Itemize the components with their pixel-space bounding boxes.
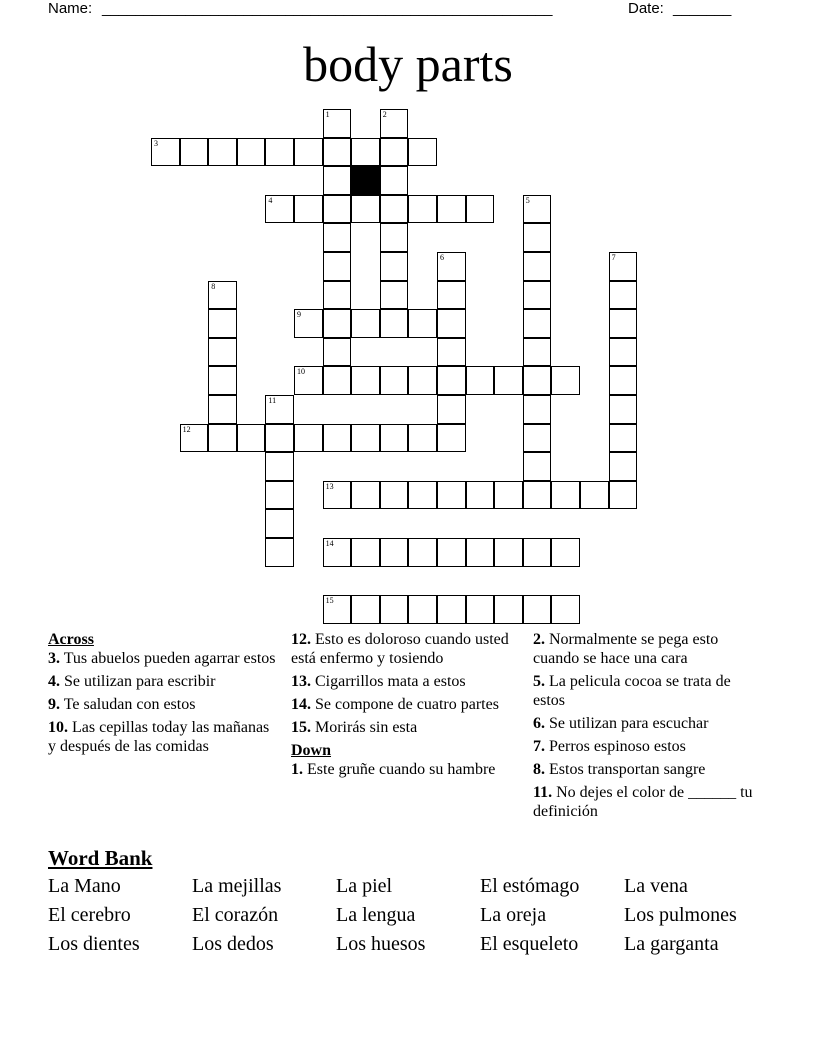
crossword-cell[interactable] bbox=[408, 481, 437, 510]
crossword-cell[interactable] bbox=[523, 481, 552, 510]
crossword-cell[interactable] bbox=[380, 538, 409, 567]
crossword-cell[interactable] bbox=[208, 424, 237, 453]
clue-number: 10. bbox=[48, 719, 68, 736]
clue-number-label: 15 bbox=[325, 596, 334, 606]
crossword-cell[interactable] bbox=[380, 138, 409, 167]
clue-number: 14. bbox=[291, 696, 311, 713]
crossword-cell[interactable] bbox=[437, 281, 466, 310]
clue-text: Normalmente se pega esto cuando se hace una cara bbox=[533, 631, 719, 667]
crossword-cell[interactable] bbox=[408, 424, 437, 453]
crossword-cell[interactable] bbox=[351, 366, 380, 395]
word-bank-item: La Mano bbox=[48, 875, 121, 897]
word-bank-item: El corazón bbox=[192, 904, 279, 926]
down-clue-5 bbox=[533, 672, 763, 710]
crossword-cell[interactable] bbox=[380, 595, 409, 624]
clue-number: 7. bbox=[533, 738, 545, 755]
word-bank-item: El esqueleto bbox=[480, 933, 579, 955]
down-heading: Down bbox=[291, 742, 332, 759]
name-field[interactable]: ______________________________________________________ bbox=[102, 0, 553, 17]
clue-text: Perros espinoso estos bbox=[549, 738, 686, 755]
crossword-cell[interactable] bbox=[294, 424, 323, 453]
crossword-cell[interactable] bbox=[351, 538, 380, 567]
clue-number-label: 11 bbox=[268, 396, 277, 405]
word-bank-item: La mejillas bbox=[192, 875, 282, 897]
page-title: body parts bbox=[303, 36, 513, 92]
word-bank-item: La lengua bbox=[336, 904, 416, 926]
down-clue-8 bbox=[533, 760, 763, 779]
crossword-cell[interactable] bbox=[265, 481, 294, 510]
crossword-cell[interactable] bbox=[323, 424, 352, 453]
crossword-cell[interactable] bbox=[523, 338, 552, 367]
crossword-cell[interactable] bbox=[265, 195, 294, 224]
crossword-cell[interactable] bbox=[380, 223, 409, 252]
crossword-cell[interactable] bbox=[609, 309, 638, 338]
clue-number: 13. bbox=[291, 673, 311, 690]
crossword-cell[interactable] bbox=[437, 252, 466, 281]
word-bank-item: Los dientes bbox=[48, 933, 140, 955]
crossword-cell[interactable] bbox=[437, 309, 466, 338]
crossword-cell[interactable] bbox=[323, 481, 352, 510]
crossword-cell[interactable] bbox=[609, 252, 638, 281]
clue-number: 11. bbox=[533, 784, 553, 801]
crossword-cell[interactable] bbox=[609, 481, 638, 510]
across-clue-14 bbox=[291, 695, 526, 714]
clue-number: 8. bbox=[533, 761, 545, 778]
crossword-cell[interactable] bbox=[351, 195, 380, 224]
crossword-cell[interactable] bbox=[523, 452, 552, 481]
word-bank-item: La vena bbox=[624, 875, 688, 897]
crossword-cell[interactable] bbox=[237, 138, 266, 167]
word-bank-item: El cerebro bbox=[48, 904, 131, 926]
crossword-cell[interactable] bbox=[351, 424, 380, 453]
crossword-cell[interactable] bbox=[208, 395, 237, 424]
clue-number-label: 6 bbox=[440, 253, 444, 262]
date-field[interactable]: _______ bbox=[673, 0, 732, 17]
crossword-cell[interactable] bbox=[551, 481, 580, 510]
clue-text: Las cepillas today las mañanas y después de las comidas bbox=[48, 719, 270, 755]
crossword-cell[interactable] bbox=[380, 109, 409, 138]
crossword-cell[interactable] bbox=[408, 309, 437, 338]
clue-text: Este gruñe cuando su hambre bbox=[307, 761, 496, 778]
clues-column-1 bbox=[48, 630, 278, 760]
clue-number: 2. bbox=[533, 631, 545, 648]
clue-number-label: 10 bbox=[297, 367, 305, 377]
crossword-cell[interactable] bbox=[437, 195, 466, 224]
crossword-cell[interactable] bbox=[523, 595, 552, 624]
crossword-cell[interactable] bbox=[265, 395, 294, 424]
clue-number-label: 13 bbox=[325, 481, 334, 491]
crossword-cell[interactable] bbox=[208, 281, 237, 310]
crossword-cell[interactable] bbox=[323, 595, 352, 624]
crossword-cell[interactable] bbox=[351, 309, 380, 338]
clues-column-3 bbox=[533, 630, 763, 825]
crossword-cell[interactable] bbox=[609, 395, 638, 424]
crossword-cell[interactable] bbox=[323, 138, 352, 167]
crossword-cell[interactable] bbox=[294, 366, 323, 395]
across-clue-13 bbox=[291, 672, 526, 691]
crossword-cell[interactable] bbox=[351, 481, 380, 510]
crossword-cell[interactable] bbox=[351, 138, 380, 167]
crossword-cell[interactable] bbox=[323, 366, 352, 395]
crossword-cell[interactable] bbox=[294, 195, 323, 224]
clue-number: 5. bbox=[533, 673, 545, 690]
crossword-cell[interactable] bbox=[323, 252, 352, 281]
crossword-cell[interactable] bbox=[323, 338, 352, 367]
crossword-cell[interactable] bbox=[494, 538, 523, 567]
clue-text: Se compone de cuatro partes bbox=[315, 696, 499, 713]
clues-column-2 bbox=[291, 630, 526, 783]
clue-text: Se utilizan para escribir bbox=[64, 673, 216, 690]
clue-number: 4. bbox=[48, 673, 60, 690]
crossword-cell[interactable] bbox=[437, 395, 466, 424]
crossword-cell[interactable] bbox=[323, 195, 352, 224]
crossword-cell[interactable] bbox=[408, 195, 437, 224]
clue-number: 6. bbox=[533, 715, 545, 732]
crossword-cell[interactable] bbox=[380, 481, 409, 510]
clue-number-label: 1 bbox=[325, 110, 330, 119]
crossword-cell[interactable] bbox=[151, 138, 180, 167]
crossword-cell[interactable] bbox=[380, 166, 409, 195]
crossword-cell[interactable] bbox=[380, 424, 409, 453]
across-clue-list-continued bbox=[291, 630, 526, 737]
crossword-cell[interactable] bbox=[523, 366, 552, 395]
crossword-cell[interactable] bbox=[380, 281, 409, 310]
crossword-cell[interactable] bbox=[523, 281, 552, 310]
across-clue-list bbox=[48, 649, 278, 756]
down-clue-6 bbox=[533, 714, 763, 733]
clue-text: Morirás sin esta bbox=[315, 719, 418, 736]
clue-number: 12. bbox=[291, 631, 311, 648]
crossword-cell[interactable] bbox=[208, 138, 237, 167]
date-label: Date: bbox=[628, 0, 664, 17]
crossword-cell[interactable] bbox=[580, 481, 609, 510]
crossword-cell[interactable] bbox=[609, 366, 638, 395]
crossword-cell[interactable] bbox=[551, 538, 580, 567]
crossword-cell[interactable] bbox=[208, 338, 237, 367]
crossword-cell[interactable] bbox=[180, 424, 209, 453]
across-clue-15 bbox=[291, 718, 526, 737]
crossword-cell[interactable] bbox=[265, 138, 294, 167]
clue-text: Te saludan con estos bbox=[63, 696, 196, 713]
crossword-cell[interactable] bbox=[437, 366, 466, 395]
down-clue-list-continued bbox=[533, 630, 763, 821]
crossword-cell[interactable] bbox=[208, 309, 237, 338]
clue-number-label: 12 bbox=[182, 424, 191, 434]
clue-number-label: 3 bbox=[154, 138, 158, 148]
down-clue-2 bbox=[533, 630, 763, 668]
crossword-cell[interactable] bbox=[323, 309, 352, 338]
crossword-cell[interactable] bbox=[494, 595, 523, 624]
crossword-cell[interactable] bbox=[408, 366, 437, 395]
clue-text: La pelicula cocoa se trata de estos bbox=[533, 673, 731, 709]
word-bank-item: La piel bbox=[336, 875, 393, 897]
clue-number-label: 8 bbox=[211, 281, 216, 291]
across-clue-12 bbox=[291, 630, 526, 668]
word-bank-item: Los dedos bbox=[192, 933, 274, 955]
crossword-cell[interactable] bbox=[466, 195, 495, 224]
crossword-cell[interactable] bbox=[351, 595, 380, 624]
crossword-cell[interactable] bbox=[380, 252, 409, 281]
crossword-cell[interactable] bbox=[180, 138, 209, 167]
crossword-cell[interactable] bbox=[265, 424, 294, 453]
crossword-cell[interactable] bbox=[466, 366, 495, 395]
clue-text: Se utilizan para escuchar bbox=[549, 715, 709, 732]
across-clue-9 bbox=[48, 695, 278, 714]
clue-number: 9. bbox=[48, 696, 60, 713]
clue-number-label: 4 bbox=[268, 195, 273, 205]
crossword-cell[interactable] bbox=[523, 424, 552, 453]
crossword-cell[interactable] bbox=[551, 366, 580, 395]
across-clue-4 bbox=[48, 672, 278, 691]
crossword-cell[interactable] bbox=[380, 366, 409, 395]
clue-number-label: 2 bbox=[382, 110, 387, 119]
crossword-cell[interactable] bbox=[265, 452, 294, 481]
clue-number-label: 14 bbox=[325, 539, 334, 548]
clue-number: 3. bbox=[48, 650, 60, 667]
across-clue-10 bbox=[48, 718, 278, 756]
crossword-cell[interactable] bbox=[609, 424, 638, 453]
clue-number: 1. bbox=[291, 761, 303, 778]
crossword-cell[interactable] bbox=[437, 481, 466, 510]
crossword-cell[interactable] bbox=[523, 252, 552, 281]
clue-text: Tus abuelos pueden agarrar estos bbox=[63, 650, 276, 667]
across-clue-3 bbox=[48, 649, 278, 668]
crossword-cell[interactable] bbox=[323, 538, 352, 567]
crossword-cell[interactable] bbox=[437, 338, 466, 367]
down-clue-list bbox=[291, 760, 526, 779]
clue-text: No dejes el color de ______ tu definición bbox=[533, 784, 753, 820]
down-clue-11 bbox=[533, 783, 763, 821]
name-label: Name: bbox=[48, 0, 93, 17]
crossword-cell[interactable] bbox=[265, 538, 294, 567]
clue-text: Esto es doloroso cuando usted está enfermo y tosiendo bbox=[291, 631, 509, 667]
crossword-cell[interactable] bbox=[609, 338, 638, 367]
crossword-cell[interactable] bbox=[237, 424, 266, 453]
down-clue-1 bbox=[291, 760, 526, 779]
crossword-cell[interactable] bbox=[609, 281, 638, 310]
word-bank-item: Los huesos bbox=[336, 933, 426, 955]
word-bank-item: El estómago bbox=[480, 875, 580, 897]
crossword-cell[interactable] bbox=[208, 366, 237, 395]
clue-number-label: 7 bbox=[611, 253, 616, 262]
word-bank-item: La oreja bbox=[480, 904, 547, 926]
crossword-cell[interactable] bbox=[523, 309, 552, 338]
word-bank-item: La garganta bbox=[624, 933, 719, 955]
clue-number: 15. bbox=[291, 719, 311, 736]
crossword-cell[interactable] bbox=[408, 138, 437, 167]
word-bank-item: Los pulmones bbox=[624, 904, 737, 926]
crossword-cell[interactable] bbox=[437, 424, 466, 453]
crossword-cell[interactable] bbox=[494, 481, 523, 510]
crossword-cell[interactable] bbox=[523, 223, 552, 252]
crossword-cell[interactable] bbox=[466, 538, 495, 567]
clue-text: Cigarrillos mata a estos bbox=[315, 673, 466, 690]
crossword-cell[interactable] bbox=[323, 109, 352, 138]
crossword-cell[interactable] bbox=[494, 366, 523, 395]
crossword-cell[interactable] bbox=[323, 166, 352, 195]
down-clue-7 bbox=[533, 737, 763, 756]
crossword-cell[interactable] bbox=[265, 509, 294, 538]
crossword-cell[interactable] bbox=[523, 395, 552, 424]
clue-text: Estos transportan sangre bbox=[549, 761, 706, 778]
crossword-cell[interactable] bbox=[408, 595, 437, 624]
clue-number-label: 9 bbox=[297, 310, 301, 320]
crossword-cell[interactable] bbox=[466, 595, 495, 624]
crossword-cell[interactable] bbox=[408, 538, 437, 567]
crossword-cell[interactable] bbox=[294, 138, 323, 167]
word-bank-title: Word Bank bbox=[48, 846, 153, 870]
crossword-black-cell bbox=[351, 166, 380, 195]
crossword-cell[interactable] bbox=[551, 595, 580, 624]
crossword-cell[interactable] bbox=[523, 195, 552, 224]
crossword-cell[interactable] bbox=[609, 452, 638, 481]
crossword-cell[interactable] bbox=[437, 538, 466, 567]
crossword-cell[interactable] bbox=[523, 538, 552, 567]
crossword-cell[interactable] bbox=[380, 195, 409, 224]
crossword-cell[interactable] bbox=[323, 223, 352, 252]
crossword-cell[interactable] bbox=[294, 309, 323, 338]
clue-number-label: 5 bbox=[525, 195, 530, 205]
crossword-cell[interactable] bbox=[466, 481, 495, 510]
crossword-cell[interactable] bbox=[437, 595, 466, 624]
word-bank bbox=[48, 874, 768, 956]
across-heading: Across bbox=[48, 631, 94, 648]
crossword-cell[interactable] bbox=[380, 309, 409, 338]
crossword-cell[interactable] bbox=[323, 281, 352, 310]
